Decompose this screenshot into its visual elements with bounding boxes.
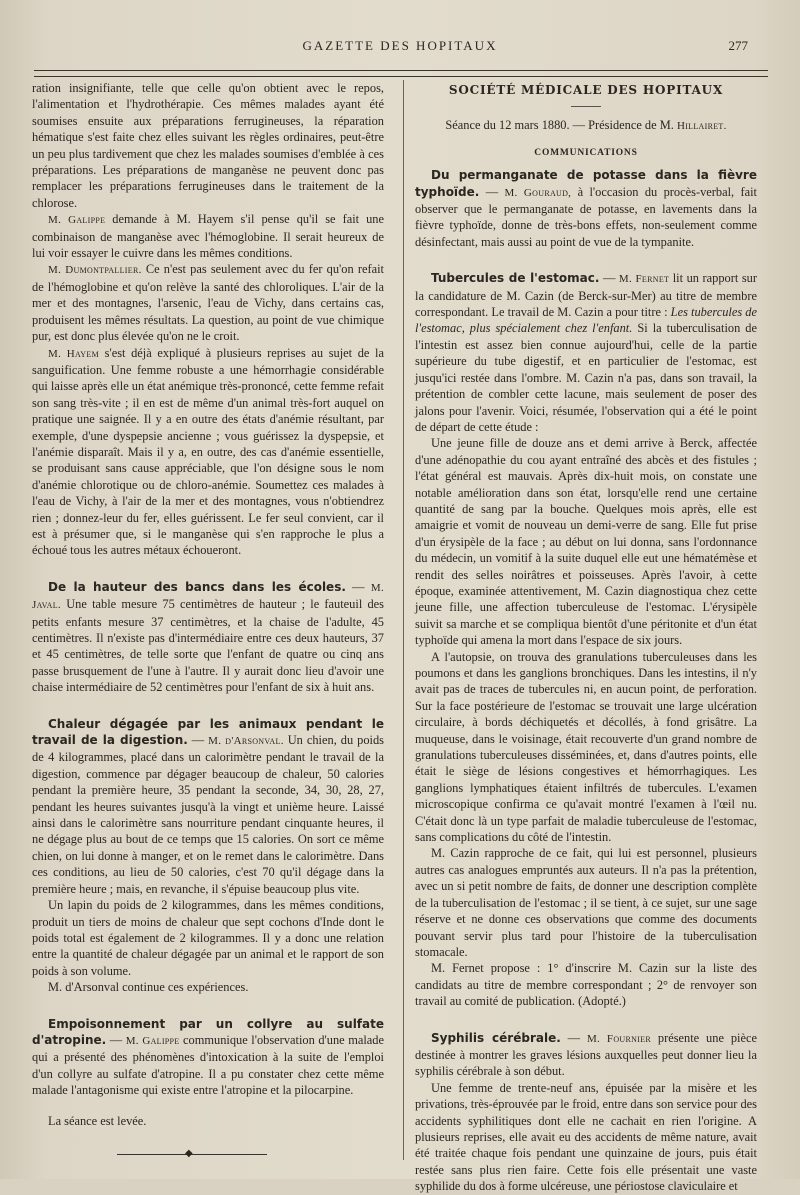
paragraph-text: lit un rapport sur la candidature de M. Cazin (de Berck-sur-Mer) au titre de membre correspondant. Le travail de M. Cazin a pour titre :	[415, 271, 757, 320]
speaker-name: M. Dumontpallier.	[48, 264, 142, 277]
speaker-name: M. Fournier	[586, 1032, 651, 1045]
article-title: De la hauteur des bancs dans les écoles.	[48, 579, 346, 594]
speaker-name: M. Hayem	[48, 347, 99, 360]
paragraph-text: s'est déjà expliqué à plusieurs reprises au sujet de la sanguification. Une femme robuste a une hémorrhagie considérable qui laisse après elle un état anémique très-prononcé, cette femme refait son sang très-vite ; il en est de même d'un animal très-fort auquel on pratique une saignée. Il y a en outre des états d'anémie résultant, par exemple, d'une dyspepsie ancienne ; vous guérissez la dyspepsie, et l'anémie disparaît. Mais il y a, en outre, des cas d'anémie essentielle, se produisant sans cause appréciable, que l'on désigne sous le nom d'anémie chlorotique ou de chloro-anémie. Soumettez ces malades à l'eau de Vichy, à l'air de la mer et des montagnes, vous n'obtiendrez rien ; donnez-leur du fer, elles guérissent. Le fer seul convient, car il est à présumer que, si le manganèse qui s'en rapproche le plus a échoué tous les autres métaux échoueront.	[32, 345, 385, 558]
speaker-name: M. d'Arsonval.	[208, 735, 284, 748]
work-title: Les tubercules de l'estomac, plus spécialement chez l'enfant.	[415, 305, 758, 336]
paragraph-text: communique l'observation d'une malade qui a présenté des phénomènes d'intoxication à la suite de l'emploi d'un collyre au sulfate d'atropine. Il a pu constater chez cette même malade l'antagonisme qui existe entre l'atropine et la pilocarpine.	[32, 1032, 384, 1098]
paragraph: Une jeune fille de douze ans et demi arrive à Berck, affectée d'une adénopathie du cou ayant entraîné des abcès et des fistules ; l'état général est mauvais. Après dix-huit mois, on constate une notable amélioration dans son état, lorsqu'elle rend une certaine quantité de sang par la bouche. Quelques mois après, elle est amaigrie et vomit de nouveau un demi-verre de sang. Elle fut prise d'un érysipèle de la face ; au début on lui donna, sans l'ordonnance du médecin, un vomitif à la suite duquel elle eut une hématémèse et rendit des selles noirâtres et poisseuses. Après l'avoir, à cette époque, examinée attentivement, M. Cazin diagnostiqua chez cette jeune fille, une affection tuberculeuse de l'estomac. L'érysipèle suivit sa marche et se compliqua bientôt d'une péritonite et d'un état typhoïde qui amena la mort dans l'espace de six jours.	[415, 436, 757, 648]
paragraph-text: Ce n'est pas seulement avec du fer qu'on refait de l'hémoglobine et qu'on relève la santé des chloroliques. L'air de la mer et des montagnes, l'arsenic, l'eau de Vichy, dans certains cas, produisent les mêmes résultats. La question, au point de vue chimique pur, est donc plus élevée qu'on ne le croit.	[32, 262, 385, 344]
president-name: Hillairet.	[676, 120, 727, 133]
speaker-name: M. Fernet	[618, 273, 670, 286]
session-text: Séance du 12 mars 1880. — Présidence de M.	[445, 118, 677, 133]
closing-line: La séance est levée.	[48, 1113, 147, 1128]
paragraph-text: présente une pièce destinée à montrer les graves lésions auxquelles peut donner lieu la syphilis cérébrale à son début.	[415, 1030, 757, 1079]
left-column	[32, 80, 384, 1159]
paragraph	[32, 345, 384, 559]
paragraph: Une femme de trente-neuf ans, épuisée par la misère et les privations, très-éprouvée par le froid, entre dans son service pour des accidents syphilitiques dont elle ne cachait en rien l'origine. A plusieurs reprises, elle avait eu des accidents de même nature, avait été traitée chaque fois pendant une quinzaine de jours, puis était restée sans plus rien faire. Cette fois elle présentait une vaste syphilide du dos à forme ulcéreuse, une périostose claviculaire et	[415, 1080, 758, 1194]
paragraph-text: Si la tuberculisation de l'intestin est assez bien connue aujourd'hui, celle de la partie supérieure du tube digestif, et en particulier de l'estomac, est jusqu'ici restée dans l'ombre. M. Cazin n'a pas, dans son travail, la prétention de combler cette lacune, mais seulement de poser des jalons pour l'avenir. Voici, résumée, l'observation qui a été le point de départ de cette étude :	[415, 321, 758, 434]
running-title: GAZETTE DES HOPITAUX	[302, 38, 498, 53]
paragraph: M. d'Arsonval continue ces expériences.	[48, 980, 249, 995]
section-paragraph: Chaleur dégagée par les animaux pendant le travail de la digestion. — M. d'Arsonval. Un chien, du poids de 4 kilogrammes, placé dans un calorimètre pendant le travail de la digestion, commence par dégager beaucoup de chaleur, 50 calories pendant la première heure, 35 pendant la seconde, 34, 30, 28, 27, pendant les heures suivantes jusqu'à la vingt et unième heure. Laissé ainsi dans le calorimètre sans nourriture pendant cinquante heures, il ne dégage plus au bout de ce temps que 15 calories. On sort ce même chien, on lui donne à manger, et on le remet dans le calorimètre. Dans ces conditions, au lieu de 50 calories, c'est 70 qu'il dégage dans la première heure ; mais, en revanche, il s'épuise beaucoup plus vite.	[32, 716, 384, 896]
section-paragraph: Empoisonnement par un collyre au sulfate d'atropine. — M. Galippe communique l'observation d'une malade qui a présenté des phénomènes d'intoxication à la suite de l'emploi d'un collyre au sulfate d'atropine. Il a pu constater chez cette même malade l'antagonisme qui existe entre l'atropine et la pilocarpine.	[32, 1016, 384, 1098]
paragraph	[32, 261, 384, 344]
paragraph-text: demande à M. Hayem s'il pense qu'il se fait une combinaison de manganèse avec l'hémoglobine. Il serait heureux de lui voir essayer le cuivre dans les mêmes conditions.	[32, 212, 384, 261]
paragraph	[32, 211, 384, 261]
section-paragraph: Syphilis cérébrale. — M. Fournier présente une pièce destinée à montrer les graves lésions auxquelles peut donner lieu la syphilis cérébrale à son début.	[415, 1030, 757, 1079]
speaker-name: M. Galippe	[125, 1034, 180, 1047]
paragraph: M. Fernet propose : 1° d'inscrire M. Cazin sur la liste des candidats au titre de membre correspondant ; 2° de renvoyer son travail au comité de publication. (Adopté.)	[415, 961, 757, 1009]
end-ornament: ◆	[117, 1151, 267, 1159]
paragraph-text: Une table mesure 75 centimètres de hauteur ; le fauteuil des petits enfants mesure 37 centimètres, et la chaise de l'adulte, 45 centimètres. Il n'existe pas d'intermédiaire entre ces deux hauteurs, 37 et 45 centimètres, de telle sorte que l'enfant de quatre ou cinq ans passe brusquement de l'une à l'autre. Il y aurait donc lieu d'avoir une chaise intermédiaire de 52 centimètres pour l'enfant de six à huit ans.	[32, 597, 384, 695]
section-paragraph: Du permanganate de potasse dans la fièvre typhoïde. — M. Gouraud, à l'occasion du procès-verbal, fait observer que le permanganate de potasse, en lavements dans la fièvre typhoïde, donne de très-bons effets, non-seulement comme désinfectant, mais aussi au point de vue de la tympanite.	[415, 168, 757, 249]
article-title: Empoisonnement par un collyre au sulfate d'atropine.	[32, 1016, 384, 1047]
paragraph: ration insignifiante, telle que celle qu'on obtient avec le repos, l'alimentation et l'hydrothérapie. Ces mêmes malades ayant été soumises ensuite aux préparations ferrugineuses, la réparation hématique s'est faite chez elles suivant les règles ordinaires, peut-être un peu plus tardivement que chez les malades soumises d'emblée à ces préparations. Les préparations de manganèse ne peuvent donc pas remplacer les préparations ferrugineuses dans le traitement de la chlorose.	[32, 81, 384, 210]
right-column	[415, 80, 757, 1195]
session-line	[415, 117, 757, 134]
paragraph-text: Un chien, du poids de 4 kilogrammes, placé dans un calorimètre pendant le travail de la digestion, commence par dégager beaucoup de chaleur, 50 calories pendant la première heure, 35 pendant la seconde, 34, 30, 28, 27, pendant les heures suivantes jusqu'à la vingt et unième heure. Laissé ainsi dans le calorimètre sans nourriture pendant cinquante heures, il ne dégage plus au bout de ce temps que 15 calories. On sort ce même chien, on lui donne à manger, et on le remet dans le calorimètre. Dans ces conditions, au lieu de 50 calories, c'est 70 qu'il dégage dans la première heure ; mais, en revanche, il s'épuise beaucoup plus vite.	[32, 733, 384, 896]
header-rule	[34, 70, 768, 77]
paragraph-text: à l'occasion du procès-verbal, fait observer que le permanganate de potasse, en lavements dans la fièvre typhoïde, donne de très-bons effets, non-seulement comme désinfectant, mais aussi au point de vue de la tympanite.	[415, 184, 757, 249]
speaker-name: M. Javal.	[32, 581, 384, 612]
article-title: Du permanganate de potasse dans la fièvre typhoïde.	[415, 168, 757, 199]
society-title: SOCIÉTÉ MÉDICALE DES HOPITAUX	[448, 83, 724, 97]
speaker-name: M. Gouraud,	[504, 186, 572, 199]
communications-heading: COMMUNICATIONS	[534, 147, 638, 158]
section-paragraph: Tubercules de l'estomac. — M. Fernet lit un rapport sur la candidature de M. Cazin (de Berck-sur-Mer) au titre de membre correspondant. Le travail de M. Cazin a pour titre : Les tubercules de l'estomac, plus spécialement chez l'enfant. Si la tuberculisation de l'intestin est assez bien connue aujourd'hui, celle de la partie supérieure du tube digestif, et en particulier de l'estomac, est jusqu'ici restée dans l'ombre. M. Cazin n'a pas, dans son travail, la prétention de combler cette lacune, mais seulement de poser des jalons pour l'avenir. Voici, résumée, l'observation qui a été le point de départ de cette étude :	[415, 271, 758, 434]
article-title: Syphilis cérébrale.	[431, 1030, 561, 1045]
article-title: Tubercules de l'estomac.	[431, 271, 600, 286]
paragraph: A l'autopsie, on trouva des granulations tuberculeuses dans les poumons et dans les ganglions bronchiques. Dans les intestins, il n'y avait pas de traces de tubercules ni, en aucun point, de perforation. Sur la face postérieure de l'estomac se trouvait une large ulcération circulaire, à bords déchiquetés et décollés, à fond grisâtre. La muqueuse, dans le voisinage, était recouverte d'un grand nombre de granulations tuberculeuses disséminées, et, dans d'autres points, elle était le siège de lésions congestives et hémorrhagiques. Les ganglions lymphatiques étaient infiltrés de tubercules. L'examen microscopique confirma ce qu'avait montré l'examen à l'œil nu. C'était donc là un type parfait de maladie tuberculeuse de l'estomac, sans complications du côté de l'intestin.	[415, 649, 757, 845]
speaker-name: M. Galippe	[48, 214, 106, 227]
section-paragraph: De la hauteur des bancs dans les écoles. — M. Javal. Une table mesure 75 centimètres de hauteur ; le fauteuil des petits enfants mesure 37 centimètres, et la chaise de l'adulte, 45 centimètres. Il n'existe pas d'intermédiaire entre ces deux hauteurs, 37 et 45 centimètres, de telle sorte que l'enfant de quatre ou cinq ans passe brusquement de l'une à l'autre. Il y aurait donc lieu d'avoir une chaise intermédiaire de 52 centimètres pour l'enfant de six à huit ans.	[32, 579, 384, 695]
page-header	[30, 38, 770, 58]
page-number: 277	[728, 38, 748, 53]
paragraph: M. Cazin rapproche de ce fait, qui lui est personnel, plusieurs autres cas analogues empruntés aux auteurs. Il n'a pas la prétention, avec un si petit nombre de faits, de donner une description complète de la tuberculisation de l'estomac ; il se tient, à ce sujet, sur une sage réserve et ne donne ces observations que comme des documents pouvant servir plus tard pour l'histoire de la tuberculisation stomacale.	[415, 846, 757, 959]
title-rule	[571, 106, 601, 107]
column-divider	[403, 80, 404, 1160]
article-title: Chaleur dégagée par les animaux pendant le travail de la digestion.	[32, 716, 384, 748]
paragraph: Un lapin du poids de 2 kilogrammes, dans les mêmes conditions, produit un tiers de moins de chaleur que sept cochons d'Inde dont le poids total est également de 2 kilogrammes. Il y a donc une relation entre la quantité de chaleur dégagée par un animal et le rapport de son poids à son volume.	[32, 898, 384, 978]
